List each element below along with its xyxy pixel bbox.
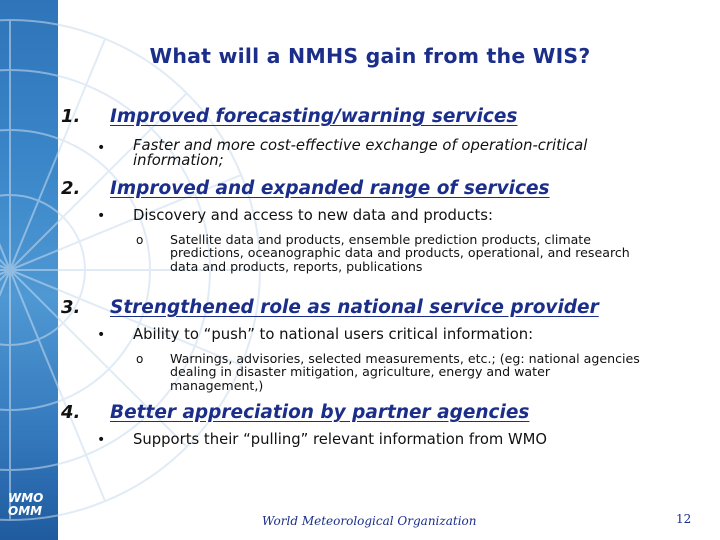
- bullet-icon: •: [97, 327, 106, 343]
- side-band: [0, 0, 58, 540]
- item-bullet-3: Ability to “push” to national users critical information:: [133, 326, 534, 343]
- sub-bullet-icon: o: [136, 352, 144, 366]
- item-bullet-1: Faster and more cost-effective exchange of operation-critical information;: [133, 137, 588, 169]
- item-bullet-4: Supports their “pulling” relevant information from WMO: [133, 431, 548, 448]
- bullet-icon: •: [97, 140, 106, 156]
- bullet-icon: •: [97, 432, 106, 448]
- page-number: 12: [676, 512, 692, 526]
- item-heading-2: Improved and expanded range of services: [110, 178, 550, 199]
- slide-title: What will a NMHS gain from the WIS?: [149, 44, 591, 68]
- item-heading-3: Strengthened role as national service provider: [110, 297, 599, 318]
- item-sub-2: Satellite data and products, ensemble prediction products, climate predictions, oceanographic data and products, operational, and research data and products, reports, publications: [170, 232, 630, 274]
- item-number-4: 4.: [61, 402, 81, 423]
- item-heading-1: Improved forecasting/warning services: [110, 106, 518, 127]
- sub-bullet-icon: o: [136, 233, 144, 247]
- logo-line-wmo: WMO: [8, 491, 44, 505]
- item-bullet-2: Discovery and access to new data and products:: [133, 207, 493, 224]
- item-heading-4: Better appreciation by partner agencies: [110, 402, 530, 423]
- item-number-3: 3.: [61, 297, 81, 318]
- logo-line-omm: OMM: [8, 504, 43, 518]
- footer-organization: World Meteorological Organization: [262, 514, 477, 528]
- wmo-logo: [8, 492, 54, 518]
- item-number-1: 1.: [61, 106, 81, 127]
- item-sub-3: Warnings, advisories, selected measurements, etc.; (eg: national agencies dealing in disaster mitigation, agriculture, energy and water management,): [170, 351, 640, 393]
- bullet-icon: •: [97, 208, 106, 224]
- item-number-2: 2.: [61, 178, 81, 199]
